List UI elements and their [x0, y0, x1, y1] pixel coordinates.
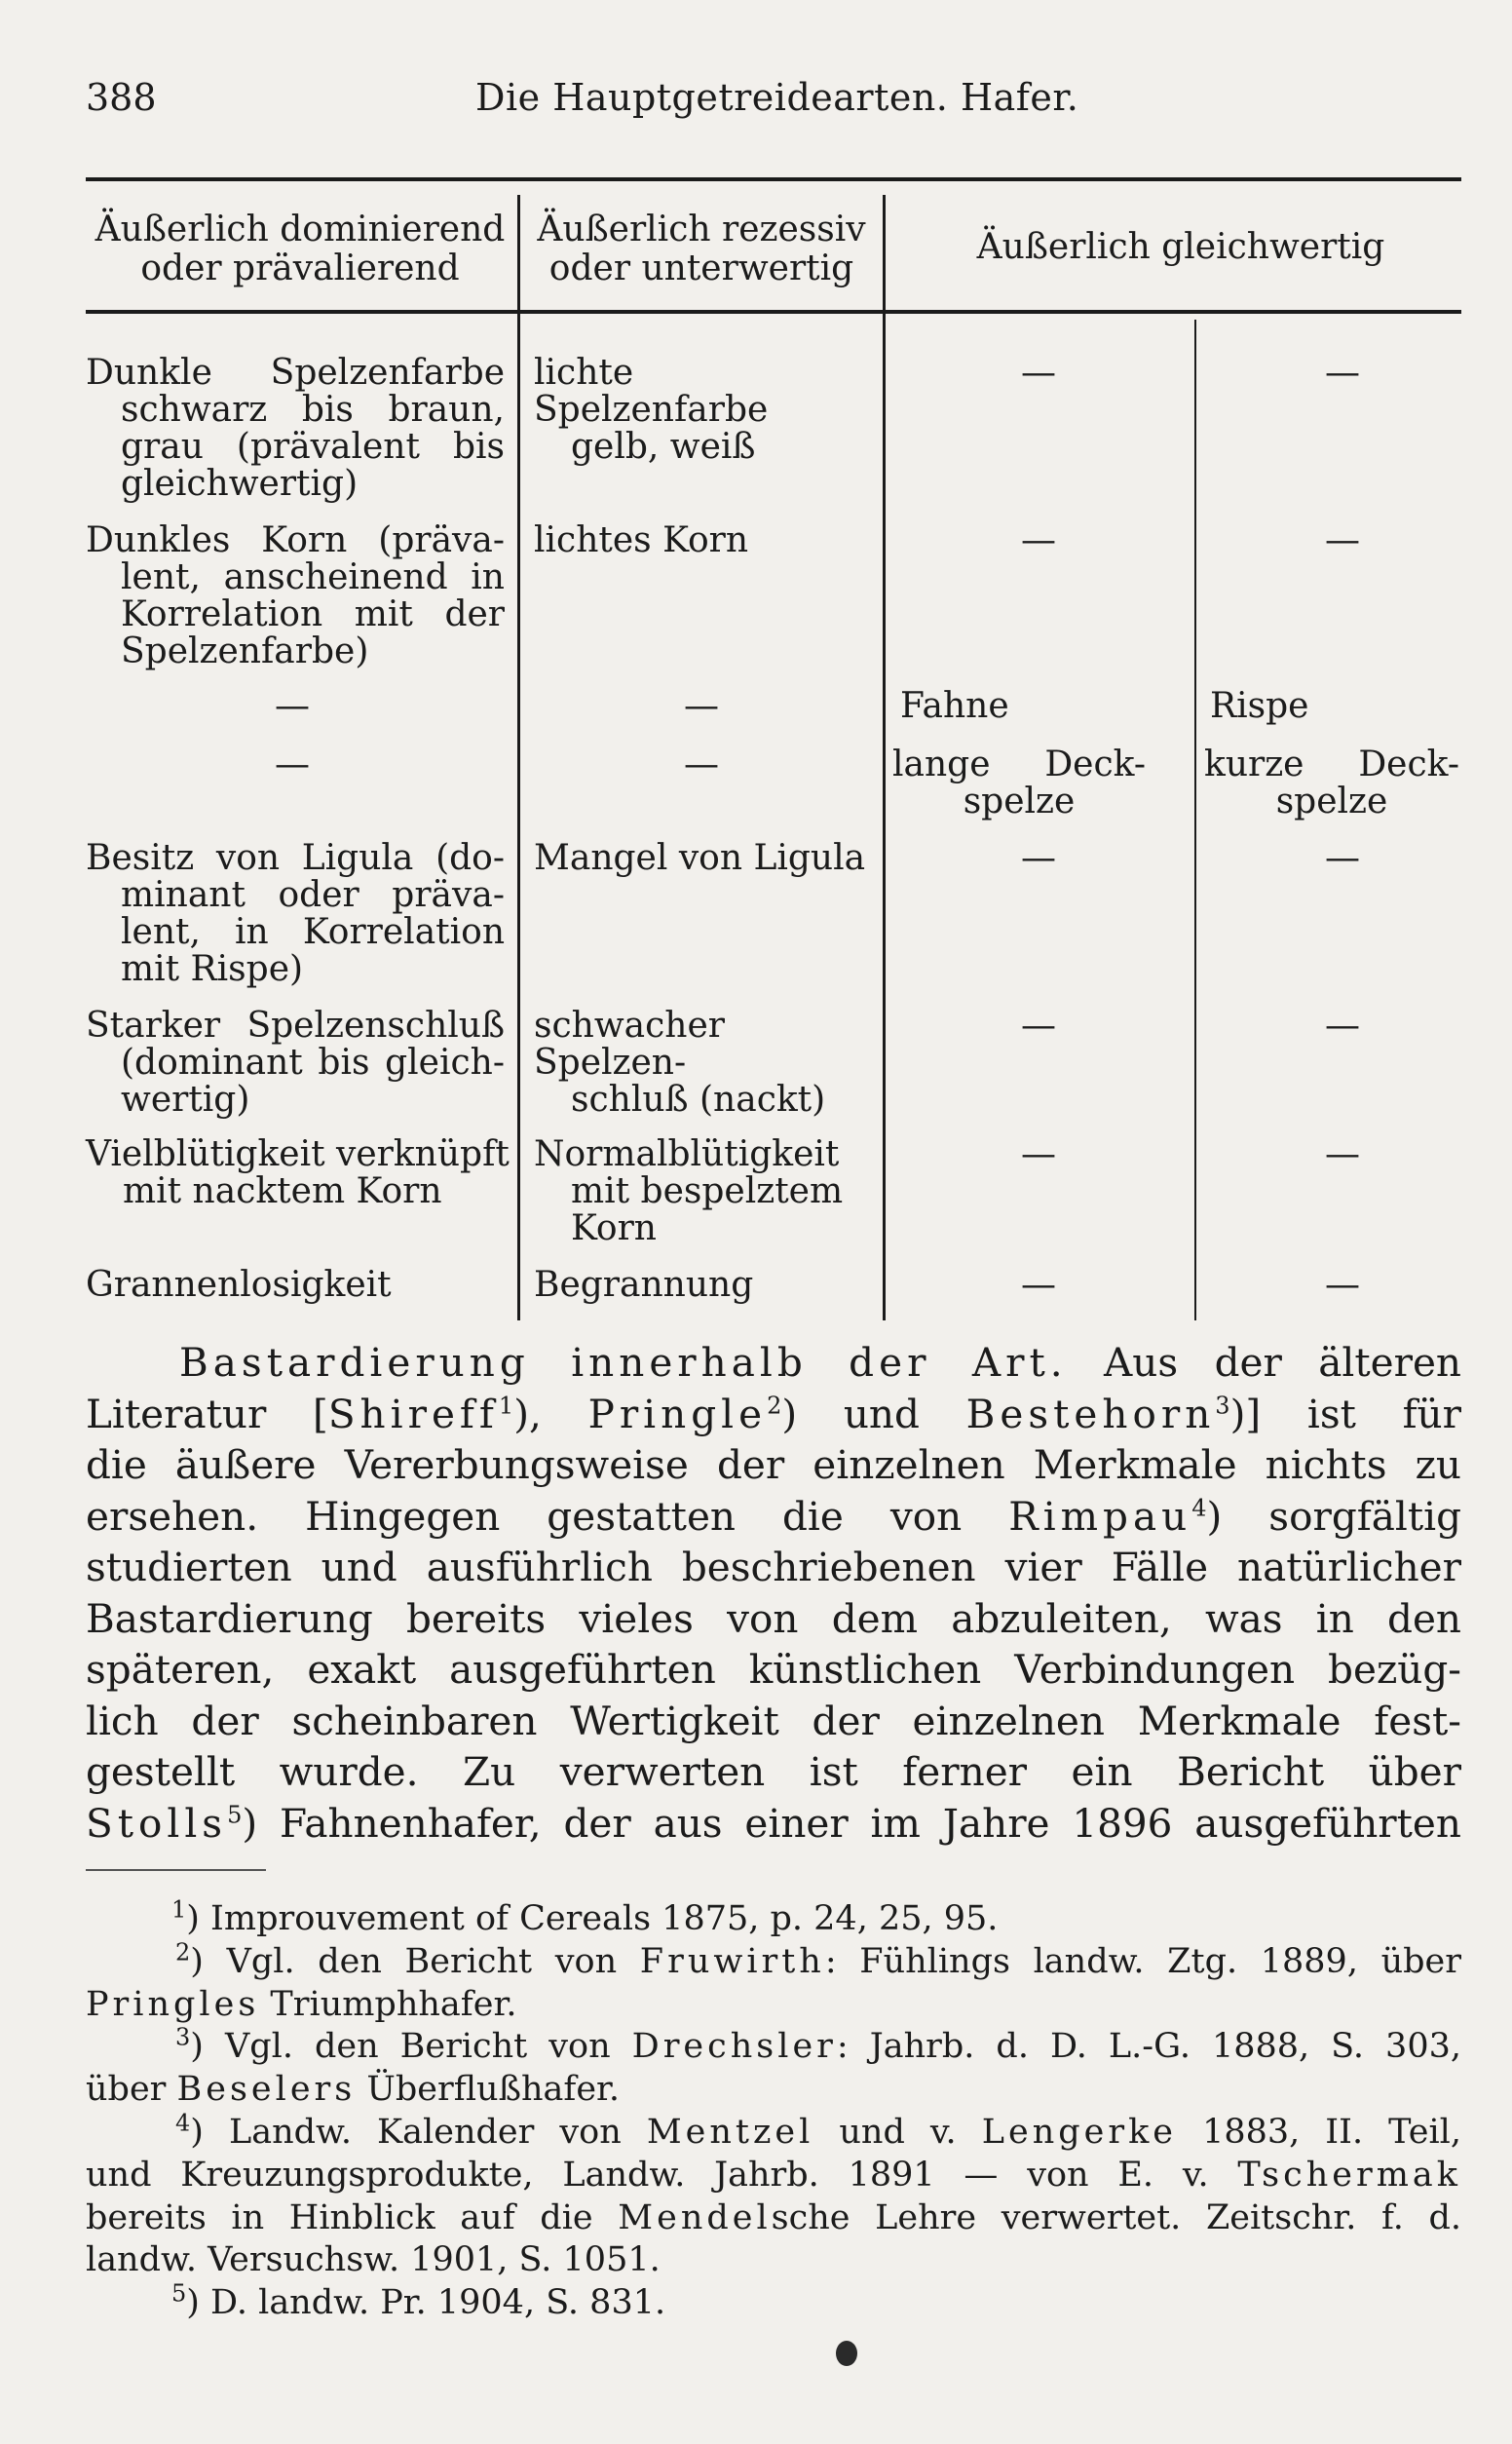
- author-name: Beselers: [176, 2070, 357, 2110]
- table-header-rule: [86, 310, 1461, 314]
- table-cell-dominant: [86, 355, 505, 392]
- footnote-2-cont: [86, 1984, 1461, 2027]
- author-name: Tschermak: [1237, 2155, 1461, 2195]
- table-cell-dash: —: [275, 745, 310, 784]
- cell-line: Starker Spelzenschluß: [86, 1006, 505, 1046]
- cell-line: Fahne: [900, 686, 1009, 726]
- cell-line: lange Deck-: [892, 745, 1146, 784]
- cell-line: lichte Spelzenfarbe: [534, 353, 769, 430]
- footnote-separator: [86, 1869, 266, 1871]
- table-cell-dash: —: [1021, 1265, 1056, 1305]
- footnote-4: [86, 2109, 1461, 2155]
- body-line: [86, 1491, 1461, 1543]
- text-run: ersehen. Hingegen gestatten die von: [86, 1492, 1009, 1540]
- text-run: über: [86, 2070, 177, 2110]
- cell-line: Besitz von Ligula (do-: [86, 838, 505, 878]
- author-name: Mendel: [618, 2197, 772, 2237]
- cell-line: Normalblütigkeit: [534, 1134, 840, 1174]
- author-name: Lengerke: [981, 2112, 1178, 2152]
- text-run: ) Improuvement of Cereals 1875, p. 24, 25, 95.: [186, 1899, 999, 1938]
- table-cell-dominant: [121, 877, 505, 951]
- author-name: Rimpau: [1008, 1492, 1192, 1540]
- cell-line: schwacher Spelzen-: [534, 1006, 725, 1083]
- footnote-marker: 2: [767, 1392, 782, 1419]
- table-cell-dash: —: [1325, 353, 1360, 393]
- footnote-number: 1: [171, 1895, 187, 1924]
- table-cell-dash: —: [1325, 1134, 1360, 1174]
- footnote-4-cont: [86, 2155, 1461, 2197]
- column-header-line: Äußerlich rezessiv: [537, 210, 866, 249]
- table-cell-dash: —: [1021, 1006, 1056, 1046]
- spaced-heading: Bastardierung innerhalb der Art.: [179, 1339, 1068, 1386]
- cell-line: Spelzenfarbe): [121, 631, 369, 671]
- footnote-5: [86, 2279, 1461, 2325]
- column-divider-3: [1194, 320, 1196, 1320]
- cell-line: gleichwertig): [121, 464, 359, 504]
- cell-line: mit bespelztem: [571, 1171, 844, 1211]
- table-cell-equal: [892, 746, 1146, 821]
- author-name: Bestehorn: [965, 1390, 1216, 1437]
- text-run: ) Fahnenhafer, der aus einer im Jahre 1896 ausgeführten: [242, 1799, 1461, 1847]
- footnote-3: [86, 2023, 1461, 2069]
- footnote-2: [86, 1938, 1461, 1984]
- table-cell-dash: —: [1021, 838, 1056, 878]
- text-run: )] ist für: [1229, 1390, 1461, 1437]
- table-cell-equal: [1204, 746, 1459, 821]
- body-line: gestellt wurde. Zu verwerten ist ferner ein Bericht über: [86, 1748, 1461, 1795]
- table-cell-recessive: [534, 1136, 875, 1247]
- footnote-3-cont: [86, 2069, 1461, 2112]
- text-run: Triumphhafer.: [259, 1984, 517, 2024]
- text-run: Aus der älteren: [1067, 1339, 1461, 1386]
- footnote-marker: 3: [1215, 1392, 1230, 1419]
- column-header-line: oder prävalierend: [140, 248, 460, 288]
- footnote-4-cont: [86, 2197, 1461, 2240]
- text-run: 1883, II. Teil,: [1177, 2112, 1461, 2152]
- footnote-marker: 4: [1191, 1494, 1207, 1521]
- table-cell-dash: —: [275, 686, 310, 726]
- body-line: Bastardierung bereits vieles von dem abzuleiten, was in den: [86, 1594, 1461, 1642]
- column-header-equal: [888, 228, 1473, 267]
- author-name: Fruwirth: [639, 1941, 825, 1981]
- table-cell-recessive: [534, 522, 875, 559]
- footnote-marker: 5: [227, 1801, 243, 1828]
- table-cell-recessive: [534, 1008, 875, 1119]
- body-line: späteren, exakt ausgeführten künstlichen Verbindungen bezüg-: [86, 1646, 1461, 1693]
- footnote-4-cont: landw. Versuchsw. 1901, S. 1051.: [86, 2240, 661, 2280]
- cell-line: Rispe: [1210, 686, 1309, 726]
- column-header-line: Äußerlich gleichwertig: [976, 227, 1385, 267]
- table-cell-recessive: [534, 1267, 875, 1304]
- text-run: ) Vgl. den Bericht von: [190, 1941, 640, 1981]
- author-name: Pringles: [86, 1984, 260, 2024]
- text-run: : Jahrb. d. D. L.-G. 1888, S. 303,: [836, 2027, 1461, 2067]
- table-cell-dash: —: [1325, 1006, 1360, 1046]
- footnote-number: 2: [175, 1938, 191, 1967]
- cell-line: grau (prävalent bis: [121, 427, 505, 467]
- text-run: bereits in Hinblick auf die: [86, 2197, 619, 2237]
- text-run: und Kreuzungsprodukte, Landw. Jahrb. 1891 — von E. v.: [86, 2155, 1238, 2195]
- cell-line: lent, anscheinend in: [121, 557, 505, 597]
- table-cell-dash: —: [1021, 353, 1056, 393]
- cell-line: schwarz bis braun,: [121, 390, 505, 430]
- table-cell-dominant: [121, 392, 505, 466]
- body-paragraph: [86, 1337, 1461, 1849]
- table-cell-dominant: [86, 1267, 514, 1304]
- table-cell-dominant: [121, 951, 505, 988]
- text-run: ) sorgfältig: [1206, 1492, 1461, 1540]
- cell-line: spelze: [1275, 782, 1388, 821]
- text-run: Überflußhafer.: [356, 2070, 621, 2110]
- text-run: Literatur [: [86, 1390, 328, 1437]
- cell-line: (dominant bis gleich-: [121, 1043, 505, 1083]
- table-cell-dominant: [86, 522, 505, 559]
- text-run: und v.: [813, 2112, 982, 2152]
- column-header-line: oder unterwertig: [548, 248, 854, 288]
- footnote-1: [86, 1895, 1461, 1941]
- author-name: Shireff: [327, 1390, 499, 1437]
- ink-blot: [836, 2341, 857, 2366]
- text-run: ),: [513, 1390, 588, 1437]
- footnote-number: 3: [175, 2023, 191, 2051]
- column-header-recessive: [526, 210, 877, 288]
- cell-line: spelze: [963, 782, 1076, 821]
- body-line: studierten und ausführlich beschriebenen vier Fälle natürlicher: [86, 1544, 1461, 1590]
- body-line: [86, 1337, 1461, 1389]
- author-name: Stolls: [86, 1799, 228, 1847]
- text-run: sche Lehre verwertet. Zeitschr. f. d.: [771, 2197, 1461, 2237]
- cell-line: gelb, weiß: [571, 427, 756, 467]
- table-cell-dash: —: [1021, 1134, 1056, 1174]
- table-cell-equal: [900, 688, 1183, 725]
- body-line: die äußere Vererbungsweise der einzelnen Merkmale nichts zu: [86, 1441, 1461, 1488]
- cell-line: Begrannung: [534, 1265, 754, 1305]
- cell-line: Korrelation mit der: [121, 594, 505, 634]
- cell-line: Dunkles Korn (präva-: [86, 520, 505, 560]
- cell-line: schluß (nackt): [571, 1080, 826, 1120]
- footnote-marker: 1: [498, 1392, 514, 1419]
- table-cell-dominant: [121, 633, 505, 670]
- table-cell-dash: —: [1325, 520, 1360, 560]
- table-cell-dash: —: [1325, 838, 1360, 878]
- author-name: Drechsler: [631, 2027, 837, 2067]
- column-header-dominant: [86, 210, 514, 288]
- table-cell-dominant: [86, 1008, 505, 1045]
- page-header: [86, 76, 1469, 125]
- cell-line: mit nacktem Korn: [123, 1171, 442, 1211]
- cell-line: Korn: [571, 1208, 657, 1248]
- cell-line: minant oder präva-: [121, 875, 505, 915]
- footnotes: [86, 1895, 1461, 2325]
- text-run: ) Landw. Kalender von: [190, 2112, 647, 2152]
- column-divider-2: [883, 195, 886, 1320]
- cell-line: Grannenlosigkeit: [86, 1265, 392, 1305]
- cell-line: lichtes Korn: [534, 520, 749, 560]
- table-top-rule: [86, 177, 1461, 181]
- table-cell-dash: —: [684, 686, 719, 726]
- cell-line: kurze Deck-: [1204, 745, 1459, 784]
- table-cell-dominant: [121, 466, 505, 503]
- text-run: : Fühlings landw. Ztg. 1889, über: [824, 1941, 1461, 1981]
- body-line: [86, 1389, 1461, 1440]
- table-cell-dash: —: [684, 745, 719, 784]
- table-cell-dominant: [86, 840, 505, 877]
- table-cell-dominant: [121, 559, 505, 633]
- column-header-line: Äußerlich dominierend: [94, 210, 506, 249]
- cell-line: mit Rispe): [121, 949, 304, 989]
- table-cell-dominant: [121, 1082, 505, 1119]
- cell-line: lent, in Korrelation: [121, 912, 505, 952]
- body-line: lich der scheinbaren Wertigkeit der einzelnen Merkmale fest-: [86, 1697, 1461, 1744]
- table-cell-equal: [1210, 688, 1454, 725]
- table-cell-recessive: [534, 355, 875, 466]
- footnote-number: 4: [175, 2109, 191, 2137]
- table-cell-dash: —: [1021, 520, 1056, 560]
- column-divider-1: [517, 195, 520, 1320]
- cell-line: Dunkle Spelzenfarbe: [86, 353, 505, 393]
- text-run: ) D. landw. Pr. 1904, S. 831.: [186, 2283, 666, 2323]
- running-title: Die Hauptgetreidearten. Hafer.: [475, 76, 1079, 119]
- author-name: Pringle: [587, 1390, 768, 1437]
- table-cell-dash: —: [1325, 1265, 1360, 1305]
- text-run: ) Vgl. den Bericht von: [190, 2027, 632, 2067]
- text-run: ) und: [781, 1390, 966, 1437]
- author-name: Mentzel: [646, 2112, 814, 2152]
- footnote-number: 5: [171, 2279, 187, 2308]
- table-cell-recessive: [534, 840, 875, 877]
- page-number: 388: [86, 76, 157, 119]
- table-cell-dominant: [121, 1045, 505, 1082]
- body-line: [86, 1798, 1461, 1850]
- cell-line: Vielblütigkeit verknüpft: [86, 1134, 510, 1174]
- cell-line: Mangel von Ligula: [534, 838, 866, 878]
- table-cell-dominant: [86, 1136, 514, 1210]
- cell-line: wertig): [121, 1080, 250, 1120]
